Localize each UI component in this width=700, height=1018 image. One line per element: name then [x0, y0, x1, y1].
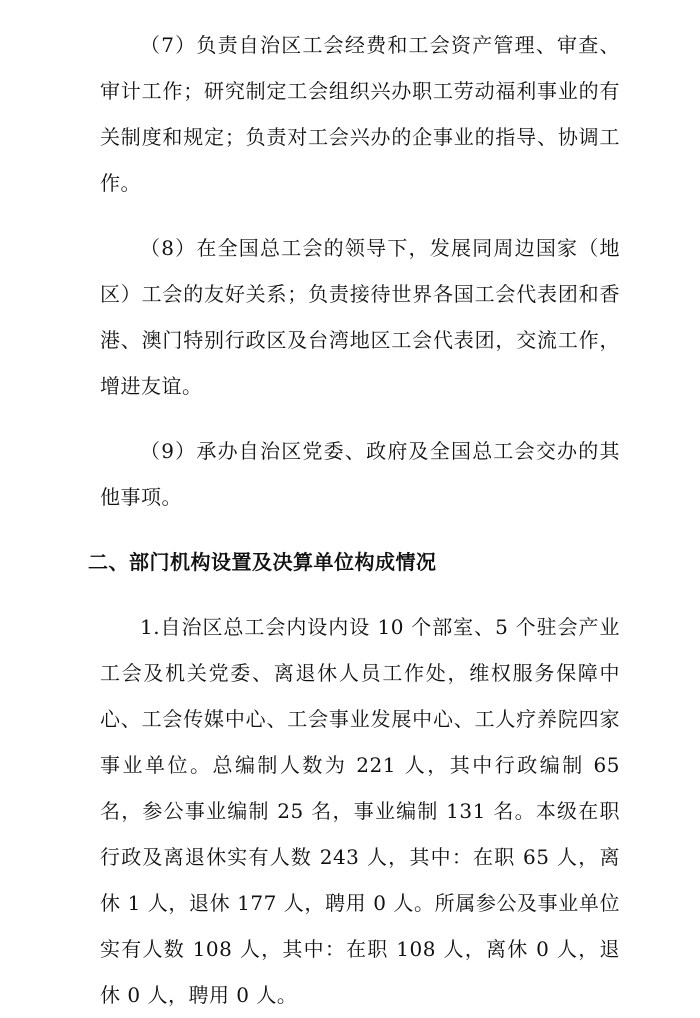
document-page — [88, 22, 620, 1018]
paragraph-item-7: （7）负责自治区工会经费和工会资产管理、审查、审计工作；研究制定工会组织兴办职工劳动福利事业的有关制度和规定；负责对工会兴办的企事业的指导、协调工作。 — [100, 33, 620, 195]
paragraph-org-structure: 1.自治区总工会内设内设 10 个部室、5 个驻会产业工会及机关党委、离退休人员工作处，维权服务保障中心、工会传媒中心、工会事业发展中心、工人疗养院四家事业单位。总编制人数为 221 人，其中行政编制 65 名，参公事业编制 25 名，事业编制 131 名。本级在职行政及离退休实有人数 243 人，其中：在职 65 人，离休 1 人，退休 177 人，聘用 0 人。所属参公及事业单位实有人数 108 人，其中：在职 108 人，离休 0 人，退休 0 人，聘用 0 人。 — [100, 615, 620, 1007]
paragraph-item-9: （9）承办自治区党委、政府及全国总工会交办的其他事项。 — [100, 439, 620, 509]
paragraph-item-8: （8）在全国总工会的领导下，发展同周边国家（地区）工会的友好关系；负责接待世界各国工会代表团和香港、澳门特别行政区及台湾地区工会代表团，交流工作，增进友谊。 — [100, 236, 620, 398]
section-heading: 二、部门机构设置及决算单位构成情况 — [88, 550, 437, 574]
